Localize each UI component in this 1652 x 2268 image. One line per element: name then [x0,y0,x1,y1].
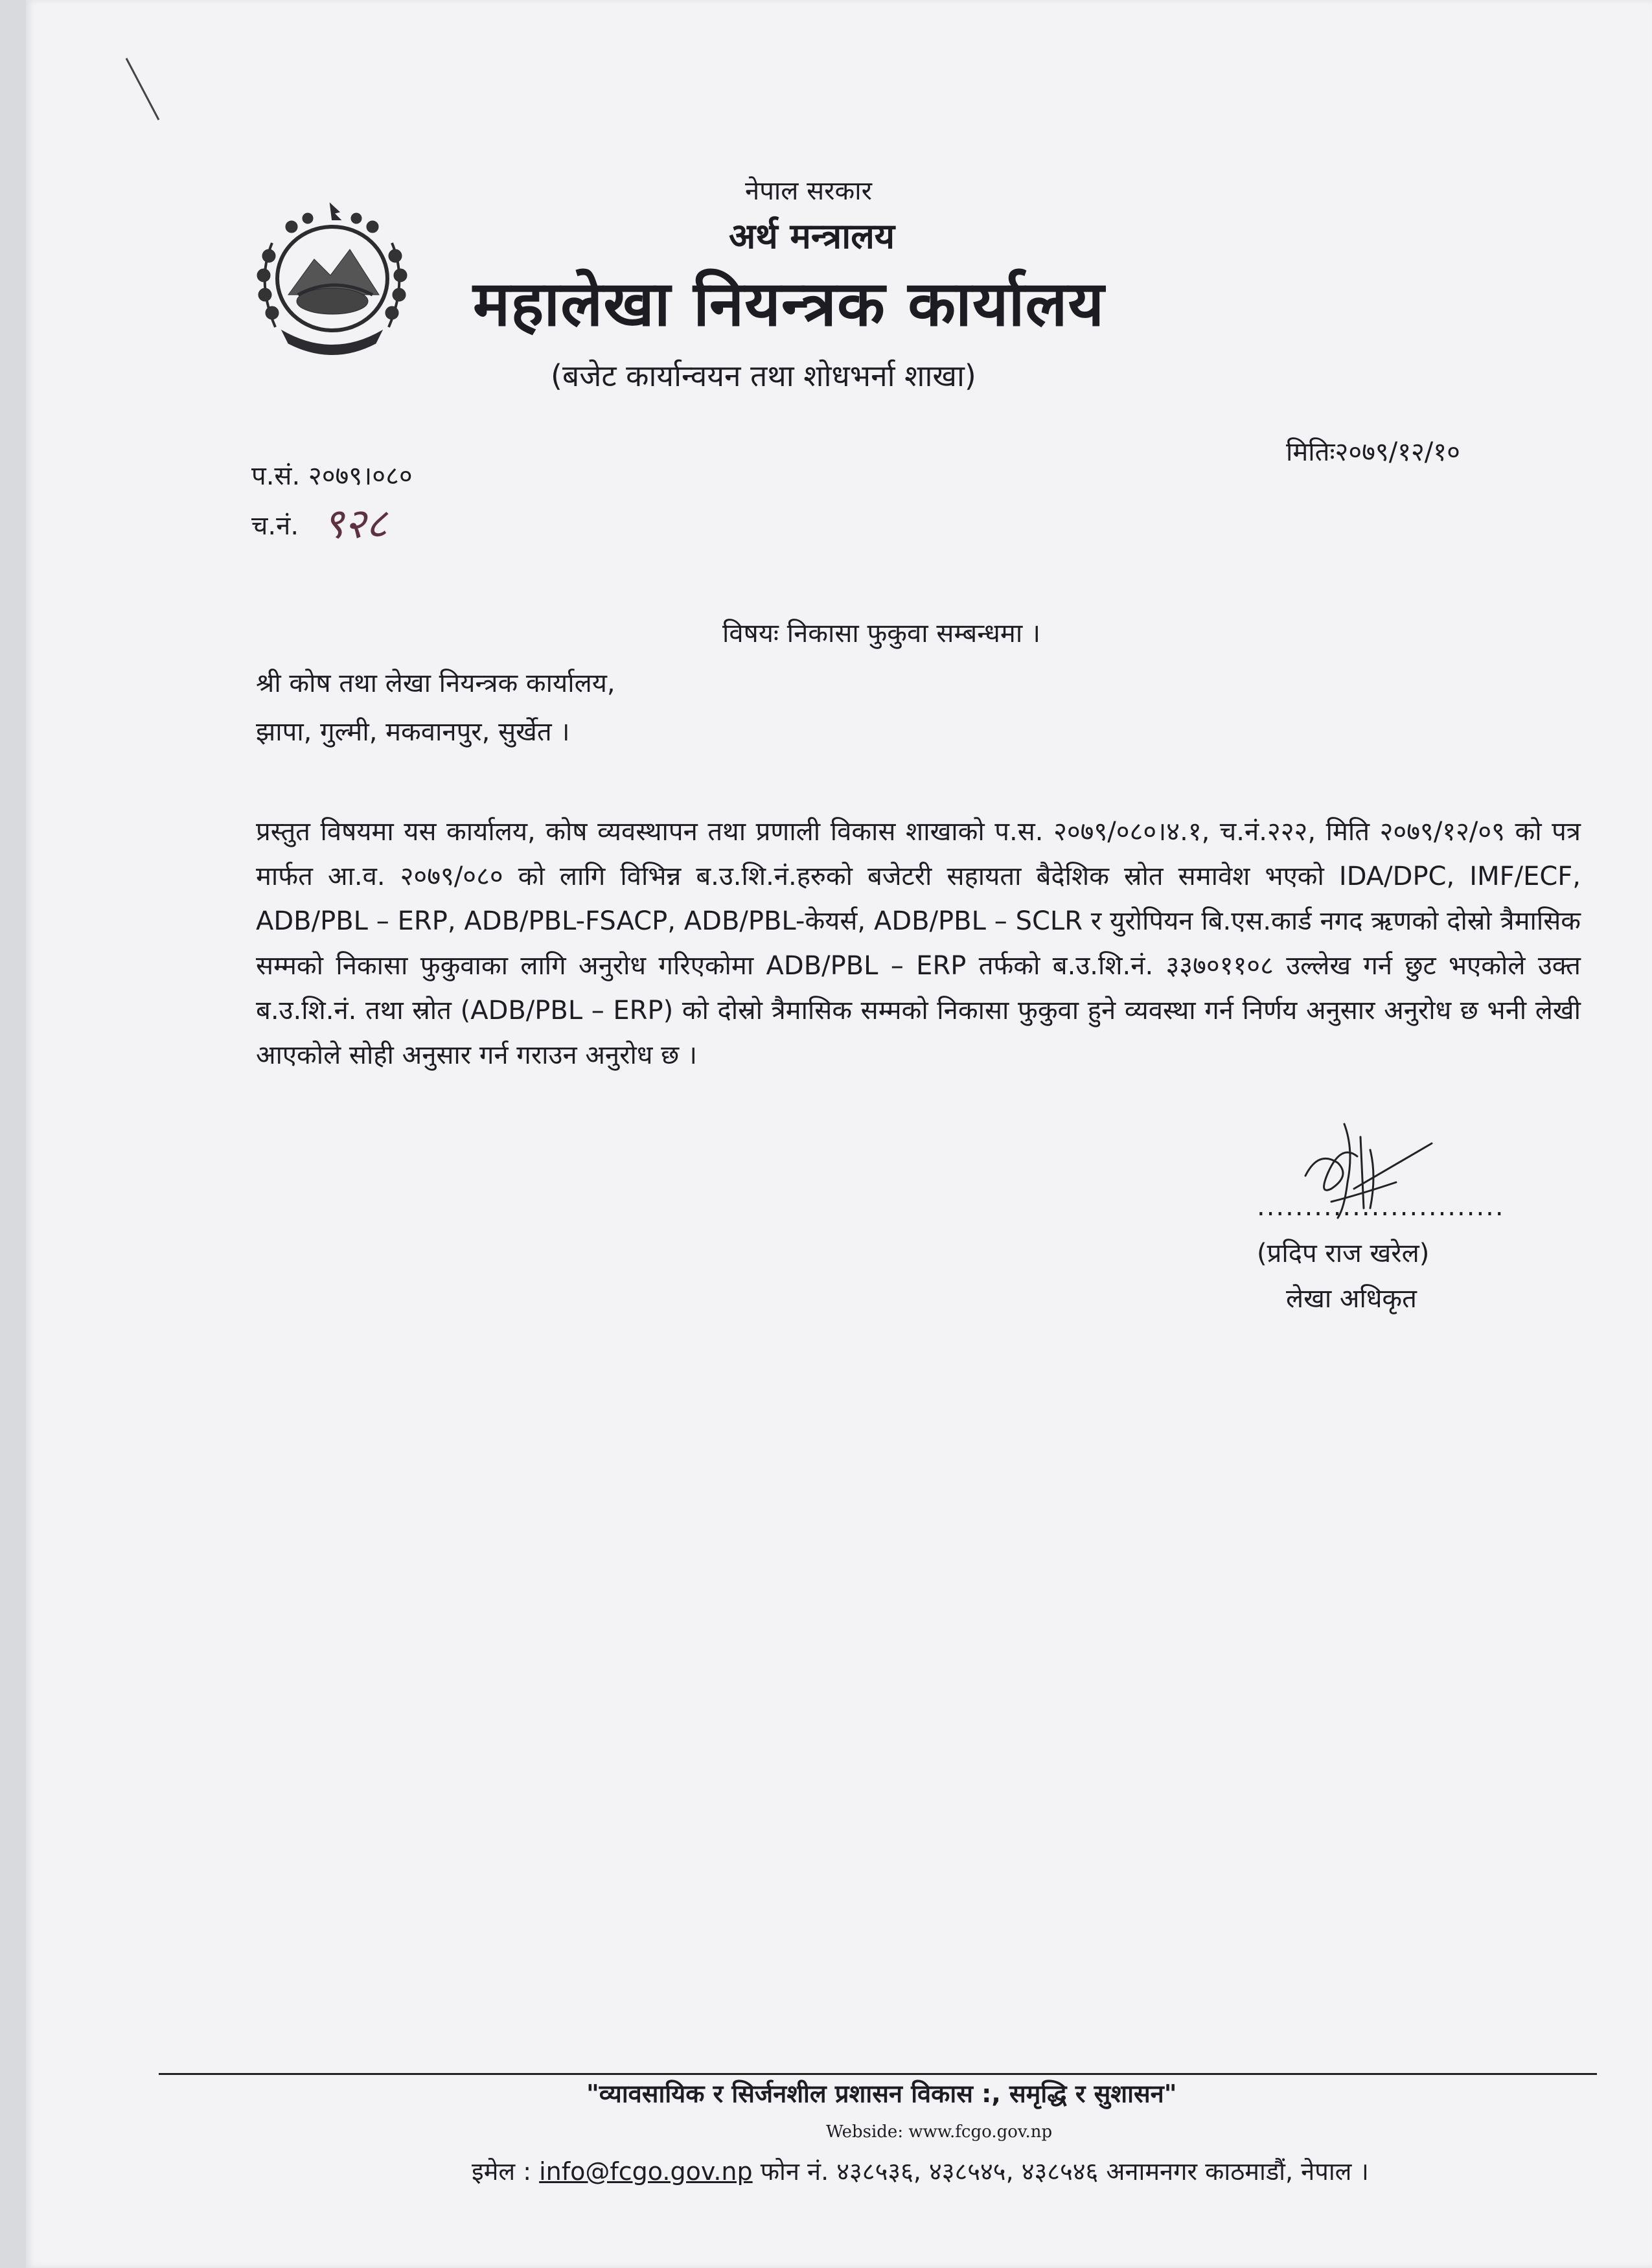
letter-page [26,0,1652,2268]
email-label: इमेल : [472,2157,532,2186]
signer-designation: लेखा अधिकृत [1286,1284,1417,1314]
letter-date: मितिः२०७९/१२/१० [1286,437,1460,467]
letter-subject: विषयः निकासा फुकुवा सम्बन्धमा । [722,619,1041,648]
addressee-line-1: श्री कोष तथा लेखा नियन्त्रक कार्यालय, [256,669,615,698]
government-name: नेपाल सरकार [745,176,872,206]
dispatch-label: च.नं. [251,511,299,541]
branch-name: (बजेट कार्यान्वयन तथा शोधभर्ना शाखा) [551,358,976,393]
signer-name: (प्रदिप राज खरेल) [1257,1239,1430,1268]
footer-slogan: "व्यावसायिक र सिर्जनशील प्रशासन विकास :, समृद्धि र सुशासन" [586,2079,1177,2108]
ministry-name: अर्थ मन्त्रालय [729,216,895,257]
signature-line: .......................... [1257,1192,1505,1222]
footer-divider [159,2073,1597,2075]
dispatch-number-handwritten: ९२८ [323,500,387,548]
office-name: महालेखा नियन्त्रक कार्यालय [473,268,1105,340]
footer-contact [472,2154,1369,2188]
phone-address: फोन नं. ४३८५३६, ४३८५४५, ४३८५४६ अनामनगर काठमाडौं, नेपाल । [760,2157,1369,2186]
nepal-emblem-icon [243,198,421,363]
footer-website: Webside: www.fcgo.gov.np [826,2122,1053,2142]
pen-scratch-mark [123,55,162,126]
letter-body: प्रस्तुत विषयमा यस कार्यालय, कोष व्यवस्थापन तथा प्रणाली विकास शाखाको प.स. २०७९/०८०।४.१, च.नं.२२२, मिति २०७९/१२/०९ को पत्र मार्फत आ.व. २०७९/०८० को लागि विभिन्न ब.उ.शि.नं.हरुको बजेटरी सहायता बैदेशिक स्रोत समावेश भएको IDA/DPC, IMF/ECF, ADB/PBL – ERP, ADB/PBL-FSACP, ADB/PBL-केयर्स, ADB/PBL – SCLR र युरोपियन बि.एस.कार्ड नगद ऋणको दोस्रो त्रैमासिक सम्मको निकासा फुकुवाका लागि अनुरोध गरिएकोमा ADB/PBL – ERP तर्फको ब.उ.शि.नं. ३३७०११०८ उल्लेख गर्न छुट भएकोले उक्त ब.उ.शि.नं. तथा स्रोत (ADB/PBL – ERP) को दोस्रो त्रैमासिक सम्मको निकासा फुकुवा हुने व्यवस्था गर्न निर्णय अनुसार अनुरोध छ भनी लेखी आएकोले सोही अनुसार गर्न गराउन अनुरोध छ । [256,817,1581,1070]
addressee-line-2: झापा, गुल्मी, मकवानपुर, सुर्खेत । [256,717,570,747]
email-link[interactable]: info@fcgo.gov.np [539,2157,753,2186]
reference-number: प.सं. २०७९।०८० [251,461,413,491]
